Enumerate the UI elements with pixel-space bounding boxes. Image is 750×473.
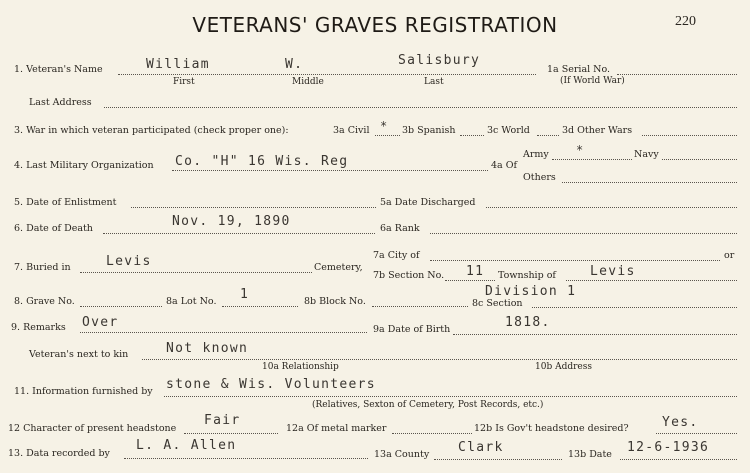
military-org-line: [172, 170, 488, 171]
serial-label: 1a Serial No.: [547, 64, 611, 75]
next-of-kin-value: Not known: [166, 341, 249, 356]
date-13b-line: [620, 459, 737, 460]
metal-marker-line: [392, 433, 472, 434]
first-name-value: William: [146, 57, 210, 72]
recorded-by-value: L. A. Allen: [136, 438, 237, 453]
city-of-line: [430, 260, 720, 261]
other-wars-label: 3d Other Wars: [562, 125, 633, 136]
recorded-by-line: [124, 458, 368, 459]
section-8c-label: 8c Section: [472, 298, 523, 309]
township-line: [566, 280, 737, 281]
furnished-by-value: stone & Wis. Volunteers: [166, 377, 376, 392]
if-world-war-caption: (If World War): [560, 76, 625, 86]
remarks-label: 9. Remarks: [11, 322, 66, 333]
buried-in-label: 7. Buried in: [14, 262, 71, 273]
middle-caption: Middle: [292, 77, 324, 87]
army-line: [552, 159, 632, 160]
grave-no-label: 8. Grave No.: [14, 296, 75, 307]
furnished-by-line: [164, 396, 737, 397]
headstone-line: [184, 433, 278, 434]
grave-no-line: [80, 306, 162, 307]
govt-headstone-value: Yes.: [662, 415, 699, 430]
form-title: VETERANS' GRAVES REGISTRATION: [192, 13, 558, 37]
others-line: [562, 182, 737, 183]
headstone-value: Fair: [204, 413, 241, 428]
relationship-caption: 10a Relationship: [262, 362, 339, 372]
organization-value: Co. "H" 16 Wis. Reg: [175, 154, 349, 169]
rank-label: 6a Rank: [380, 223, 420, 234]
of-label: 4a Of: [491, 160, 518, 171]
lot-no-value: 1: [240, 287, 250, 302]
section-no-value: 11: [466, 264, 485, 279]
first-caption: First: [173, 77, 195, 87]
county-label: 13a County: [374, 449, 430, 460]
township-value: Levis: [590, 264, 636, 279]
buried-in-line: [80, 272, 312, 273]
buried-in-value: Levis: [106, 254, 152, 269]
city-of-label: 7a City of: [373, 250, 420, 261]
township-label: Township of: [498, 270, 556, 281]
civil-line: [375, 135, 400, 136]
date-of-death-label: 6. Date of Death: [14, 223, 93, 234]
last-address-label: Last Address: [29, 97, 92, 108]
middle-name-value: W.: [285, 57, 304, 72]
headstone-label: 12 Character of present headstone: [8, 423, 177, 434]
next-of-kin-label: Veteran's next to kin: [29, 349, 129, 360]
date-of-death-value: Nov. 19, 1890: [172, 214, 291, 229]
army-label: Army: [523, 149, 549, 160]
furnished-by-label: 11. Information furnished by: [14, 386, 153, 397]
section-8c-line: [532, 307, 737, 308]
lot-no-label: 8a Lot No.: [166, 296, 217, 307]
military-org-label: 4. Last Military Organization: [14, 160, 154, 171]
spanish-label: 3b Spanish: [402, 125, 456, 136]
others-label: Others: [523, 172, 556, 183]
cemetery-label: Cemetery,: [314, 262, 363, 273]
lot-no-line: [222, 306, 298, 307]
remarks-line: [80, 332, 367, 333]
discharged-label: 5a Date Discharged: [380, 197, 476, 208]
recorded-by-label: 13. Data recorded by: [8, 448, 110, 459]
last-name-value: Salisbury: [398, 53, 481, 68]
division-value: Division 1: [485, 284, 577, 299]
veteran-name-line: [118, 74, 536, 75]
date-13b-label: 13b Date: [568, 449, 612, 460]
enlistment-label: 5. Date of Enlistment: [14, 197, 117, 208]
navy-line: [662, 159, 737, 160]
date-of-death-line: [103, 233, 375, 234]
war-label: 3. War in which veteran participated (check proper one):: [14, 125, 289, 136]
civil-check-mark: *: [380, 119, 388, 133]
govt-headstone-label: 12b Is Gov't headstone desired?: [474, 423, 629, 434]
page-number: 220: [675, 14, 696, 29]
date-recorded-value: 12-6-1936: [627, 440, 710, 455]
govt-headstone-line: [656, 433, 737, 434]
or-label: or: [724, 250, 735, 261]
block-no-line: [372, 306, 468, 307]
spanish-line: [460, 135, 484, 136]
next-of-kin-line: [142, 359, 737, 360]
world-label: 3c World: [487, 125, 530, 136]
block-no-label: 8b Block No.: [304, 296, 366, 307]
date-of-birth-line: [453, 334, 737, 335]
furnished-note: (Relatives, Sexton of Cemetery, Post Records, etc.): [312, 400, 544, 410]
county-line: [434, 459, 562, 460]
rank-line: [430, 233, 737, 234]
last-caption: Last: [424, 77, 444, 87]
last-address-line: [104, 107, 737, 108]
world-line: [537, 135, 559, 136]
section-no-line: [445, 280, 495, 281]
veteran-name-label: 1. Veteran's Name: [14, 64, 103, 75]
discharged-line: [486, 207, 737, 208]
date-of-birth-label: 9a Date of Birth: [373, 324, 451, 335]
army-check-mark: *: [576, 143, 584, 157]
navy-label: Navy: [634, 149, 659, 160]
metal-marker-label: 12a Of metal marker: [286, 423, 387, 434]
section-no-label: 7b Section No.: [373, 270, 445, 281]
remarks-value: Over: [82, 315, 119, 330]
address-caption: 10b Address: [535, 362, 592, 372]
serial-line: [617, 74, 737, 75]
date-of-birth-value: 1818.: [505, 315, 551, 330]
enlistment-line: [131, 207, 376, 208]
other-wars-line: [642, 135, 737, 136]
county-value: Clark: [458, 440, 504, 455]
civil-label: 3a Civil: [333, 125, 370, 136]
